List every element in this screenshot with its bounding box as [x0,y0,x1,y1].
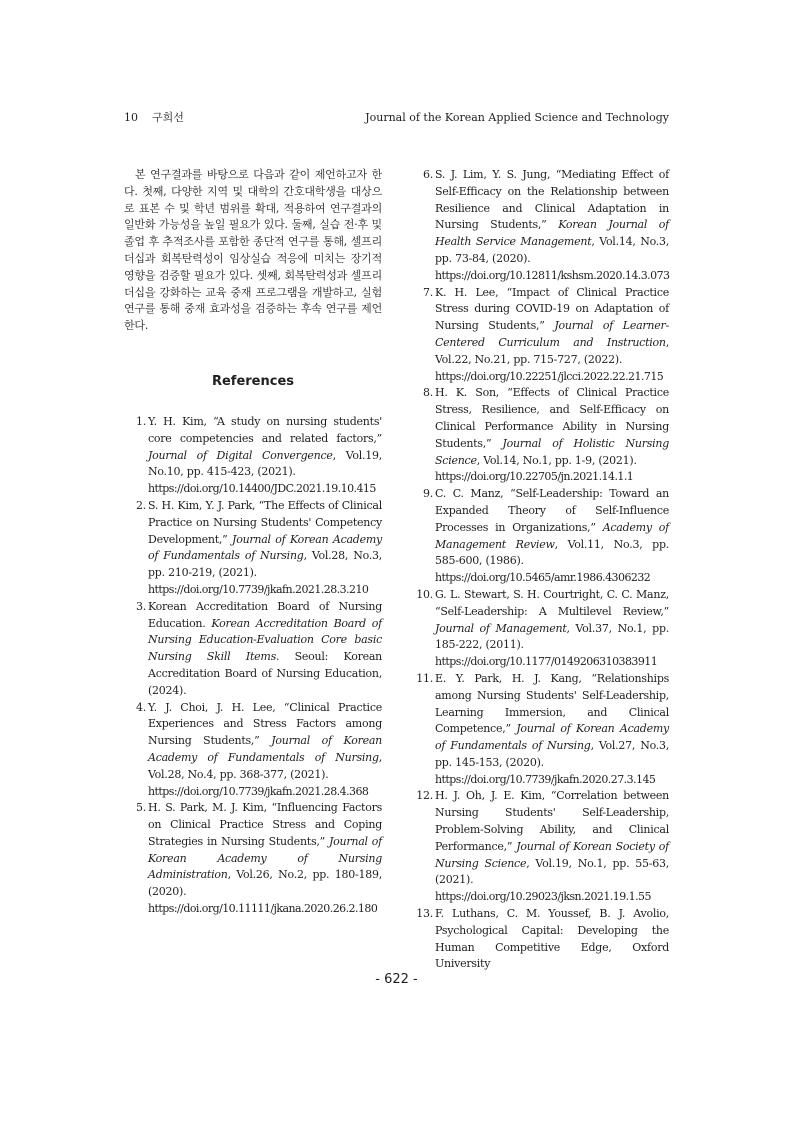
reference-doi: https://doi.org/10.22251/jlcci.2022.22.21.715 [435,369,664,383]
reference-doi: https://doi.org/10.1177/0149206310383911 [435,655,658,669]
reference-journal: Journal of Holistic Nursing Science [435,436,669,467]
reference-details: , Vol.19, No.1, pp. 55-63, (2021). [435,856,669,887]
reference-item [124,414,382,498]
reference-details: , Vol.37, No.1, pp. 185-222, (2011). [435,621,669,652]
reference-text: E. Y. Park, H. J. Kang, “Relationships among Nursing Students' Self-Leadership, Learning Immersion, and Clinical Competence,” [435,671,669,736]
reference-item [411,385,669,486]
reference-journal: Journal of Korean Academy of Fundamentals of Nursing [435,722,669,753]
reference-item [124,800,382,918]
reference-text: H. J. Oh, J. E. Kim, “Correlation between Nursing Students' Self-Leadership, Problem-Solving Ability, and Clinical Performance,” [435,789,669,853]
reference-doi: https://doi.org/10.22705/jn.2021.14.1.1 [435,470,634,484]
reference-text: F. Luthans, C. M. Youssef, B. J. Avolio, Psychological Capital: Developing the Human Competitive Edge, Oxford University [435,907,669,971]
reference-text: K. H. Lee, “Impact of Clinical Practice Stress during COVID-19 on Adaptation of Nursing Students,” [435,285,669,333]
reference-doi: https://doi.org/10.11111/jkana.2020.26.2.180 [148,902,378,916]
reference-number: 8. [423,386,433,400]
reference-doi: https://doi.org/10.12811/kshsm.2020.14.3.073 [435,268,670,282]
reference-item [411,167,669,285]
page-footer: - 622 - [375,972,418,987]
reference-number: 5. [136,801,146,815]
reference-number: 6. [423,168,433,181]
reference-number: 2. [136,498,146,512]
reference-text: G. L. Stewart, S. H. Courtright, C. C. Manz, “Self-Leadership: A Multilevel Review,” [435,587,669,618]
reference-text: Y. H. Kim, “A study on nursing students' core competencies and related factors,” [148,414,382,445]
reference-journal: Journal of Korean Academy of Fundamentals of Nursing [148,734,382,764]
reference-journal: Journal of Digital Convergence [148,448,333,462]
reference-list-left [124,414,382,918]
reference-details: , Vol.19, No.10, pp. 415-423, (2021). [148,448,383,479]
reference-item [124,599,382,700]
reference-item [124,700,382,801]
reference-doi: https://doi.org/10.14400/JDC.2021.19.10.415 [148,482,376,496]
header-journal-title: Journal of the Korean Applied Science and Technology [365,111,669,124]
reference-number: 1. [136,414,146,428]
reference-number: 13. [416,907,433,921]
reference-number: 10. [416,587,433,601]
reference-list-right [411,167,669,973]
reference-number: 4. [136,700,146,714]
header-author: 구희선 [152,111,184,124]
references-heading: References [211,373,295,389]
reference-number: 3. [136,599,146,613]
reference-journal: Korean Journal of Health Service Management [435,218,669,249]
reference-details: . Seoul: Korean Accreditation Board of Nursing Education, (2024). [148,650,382,697]
reference-journal: Journal of Korean Academy of Fundamentals of Nursing [148,532,382,563]
reference-details: , Vol.11, No.3, pp. 585-600, (1986). [435,537,669,568]
reference-doi: https://doi.org/10.7739/jkafn.2021.28.3.210 [148,582,369,596]
reference-details: , Vol.26, No.2, pp. 180-189, (2020). [148,868,382,899]
header-page-number: 10 [124,111,138,124]
reference-journal: Korean Accreditation Board of Nursing Education-Evaluation Core basic Nursing Skill Items [148,616,382,664]
reference-number: 7. [423,285,433,299]
reference-details: , Vol.14, No.3, pp. 73-84, (2020). [435,235,669,265]
reference-text: S. J. Lim, Y. S. Jung, “Mediating Effect of Self-Efficacy on the Relationship between Resilience and Clinical Adaptation in Nursing Students,” [435,168,669,232]
reference-doi: https://doi.org/10.5465/amr.1986.4306232 [435,571,651,585]
reference-item [411,285,669,386]
reference-details: , Vol.22, No.21, pp. 715-727, (2022). [435,335,669,366]
reference-journal: Journal of Korean Academy of Nursing Administration [148,834,383,882]
reference-text: C. C. Manz, “Self-Leadership: Toward an Expanded Theory of Self-Influence Processes in Organizations,” [435,487,669,534]
reference-text: Y. J. Choi, J. H. Lee, “Clinical Practice Experiences and Stress Factors among Nursing Students,” [148,700,382,748]
reference-text: H. S. Park, M. J. Kim, “Influencing Factors on Clinical Practice Stress and Coping Strategies in Nursing Students,” [148,801,382,848]
reference-details: , Vol.28, No.4, pp. 368-377, (2021). [148,750,382,781]
reference-item [411,906,669,973]
reference-number: 11. [416,671,433,685]
reference-journal: Journal of Management [435,621,567,635]
reference-text: H. K. Son, “Effects of Clinical Practice Stress, Resilience, and Self-Efficacy on Clinical Performance Ability in Nursing Students,” [435,386,669,450]
body-paragraph: 본 연구결과를 바탕으로 다음과 같이 제언하고자 한다. 첫째, 다양한 지역 및 대학의 간호대학생을 대상으로 표본 수 및 학년 범위를 확대, 적용하여 연구결과의 일반화 가능성을 높일 필요가 있다. 둘째, 실습 전·후 및 졸업 후 추적조사를 포함한 종단적 연구를 통해, 셀프리더십과 회복탄력성이 임상실습 적응에 미치는 장기적 영향을 검증할 필요가 있다. 셋째, 회복탄력성과 셀프리더십을 강화하는 교육 중재 프로그램을 개발하고, 실험연구를 통해 중재 효과성을 검증하는 후속 연구를 제언한다. [124,168,382,333]
running-header [124,111,669,125]
reference-journal: Journal of Learner-Centered Curriculum and Instruction [435,319,669,349]
reference-item [411,587,669,671]
header-left [124,111,198,125]
reference-details: , Vol.14, No.1, pp. 1-9, (2021). [476,453,637,467]
reference-details: , Vol.27, No.3, pp. 145-153, (2020). [435,739,670,769]
reference-doi: https://doi.org/10.29023/jksn.2021.19.1.55 [435,890,651,904]
reference-number: 12. [416,789,433,803]
reference-item [411,788,669,906]
reference-doi: https://doi.org/10.7739/jkafn.2020.27.3.145 [435,772,656,786]
reference-number: 9. [423,487,433,501]
reference-item [124,498,382,599]
reference-item [411,671,669,789]
right-column [411,167,669,973]
reference-doi: https://doi.org/10.7739/jkafn.2021.28.4.368 [148,784,369,798]
reference-item [411,486,669,587]
reference-journal: Academy of Management Review [435,520,669,551]
reference-text: Korean Accreditation Board of Nursing Education. [148,599,382,630]
reference-text: S. H. Kim, Y. J. Park, “The Effects of Clinical Practice on Nursing Students' Competency Development,” [148,498,382,546]
left-column [124,167,382,918]
reference-details: , Vol.28, No.3, pp. 210-219, (2021). [148,549,383,580]
reference-journal: Journal of Korean Society of Nursing Science [435,839,669,870]
